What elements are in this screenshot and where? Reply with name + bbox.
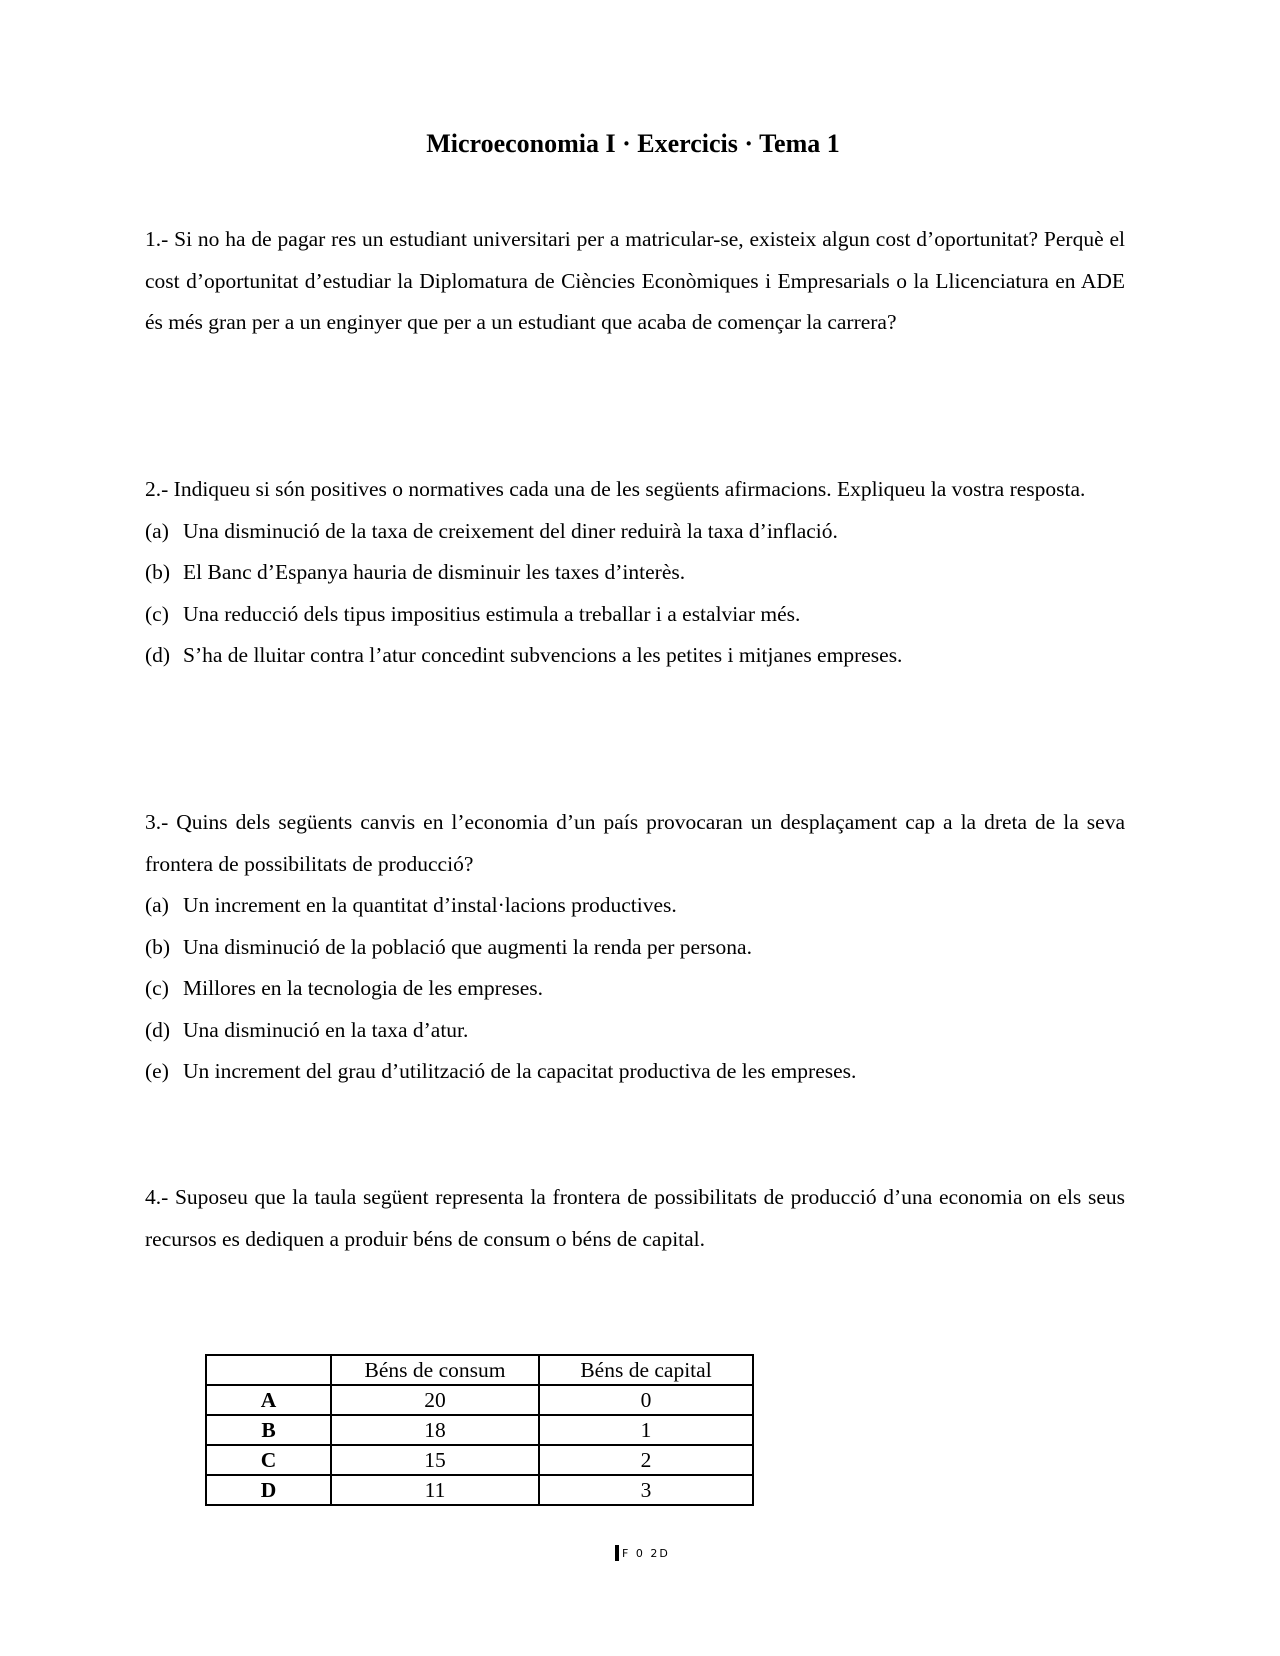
item-label: (a) [145,518,169,543]
item-text: Un increment en la quantitat d’instal·lacions productives. [183,893,677,917]
item-label: (a) [145,893,169,917]
question-3-text: 3.- Quins dels següents canvis en l’economia d’un país provocaran un desplaçament cap a la dreta de la seva frontera de possibilitats de producció? [145,810,1125,876]
item-label: (b) [145,560,171,584]
consum-cell: 15 [331,1445,539,1475]
row-label: D [206,1475,331,1505]
item-label: (d) [145,1017,171,1042]
page-footer-mark [615,1545,670,1561]
consum-cell: 18 [331,1415,539,1445]
list-item [145,1051,1125,1093]
list-item [145,635,1125,677]
row-label: C [206,1445,331,1475]
question-3 [145,802,1125,1093]
row-label: A [206,1385,331,1415]
table-header-row [206,1355,753,1385]
capital-cell: 1 [539,1415,753,1445]
page-title: Microeconomia I · Exercicis · Tema 1 [426,129,840,158]
list-item [145,594,1125,636]
capital-cell: 2 [539,1445,753,1475]
item-text: El Banc d’Espanya hauria de disminuir les taxes d’interès. [183,560,686,584]
item-label: (b) [145,934,171,959]
list-item [145,885,1125,927]
item-text: Una disminució de la taxa de creixement del diner reduirà la taxa d’inflació. [183,518,838,543]
item-text: Un increment del grau d’utilització de la capacitat productiva de les empreses. [183,1059,857,1083]
row-label: B [206,1415,331,1445]
capital-cell: 3 [539,1475,753,1505]
item-text: Una reducció dels tipus impositius estimula a treballar i a estalviar més. [183,601,801,626]
header-cell: Béns de capital [539,1355,753,1385]
footer-mark-text: F 0 2D [622,1546,670,1560]
bracket-icon [615,1545,619,1561]
item-text: Millores en la tecnologia de les empreses. [183,976,544,1000]
item-text: Una disminució de la població que augmenti la renda per persona. [183,934,752,959]
list-item [145,968,1125,1010]
question-4-text: 4.- Suposeu que la taula següent representa la frontera de possibilitats de producció d’una economia on els seus recursos es dediquen a produir béns de consum o béns de capital. [145,1185,1125,1251]
question-2 [145,469,1125,677]
list-item [145,927,1125,969]
header-cell [206,1355,331,1385]
list-item [145,511,1125,553]
ppf-table [205,1354,754,1506]
question-4 [145,1177,1125,1260]
table-row [206,1385,753,1415]
item-label: (c) [145,601,169,626]
item-label: (c) [145,976,169,1000]
item-label: (d) [145,643,171,667]
list-item [145,552,1125,594]
table-row [206,1415,753,1445]
item-text: Una disminució en la taxa d’atur. [183,1017,469,1042]
table-row [206,1445,753,1475]
consum-cell: 11 [331,1475,539,1505]
item-label: (e) [145,1059,169,1083]
item-text: S’ha de lluitar contra l’atur concedint subvencions a les petites i mitjanes empreses. [183,643,903,667]
capital-cell: 0 [539,1385,753,1415]
table-row [206,1475,753,1505]
question-2-text: 2.- Indiqueu si són positives o normatives cada una de les següents afirmacions. Expliqueu la vostra resposta. [145,477,1086,501]
consum-cell: 20 [331,1385,539,1415]
list-item [145,1010,1125,1052]
header-cell: Béns de consum [331,1355,539,1385]
question-1-text: 1.- Si no ha de pagar res un estudiant universitari per a matricular-se, existeix algun cost d’oportunitat? Perquè el cost d’oportunitat d’estudiar la Diplomatura de Ciències Econòmiques i Empresarials o la Llicenciatura en ADE és més gran per a un enginyer que per a un estudiant que acaba de començar la carrera? [145,227,1125,334]
question-1 [145,219,1125,344]
